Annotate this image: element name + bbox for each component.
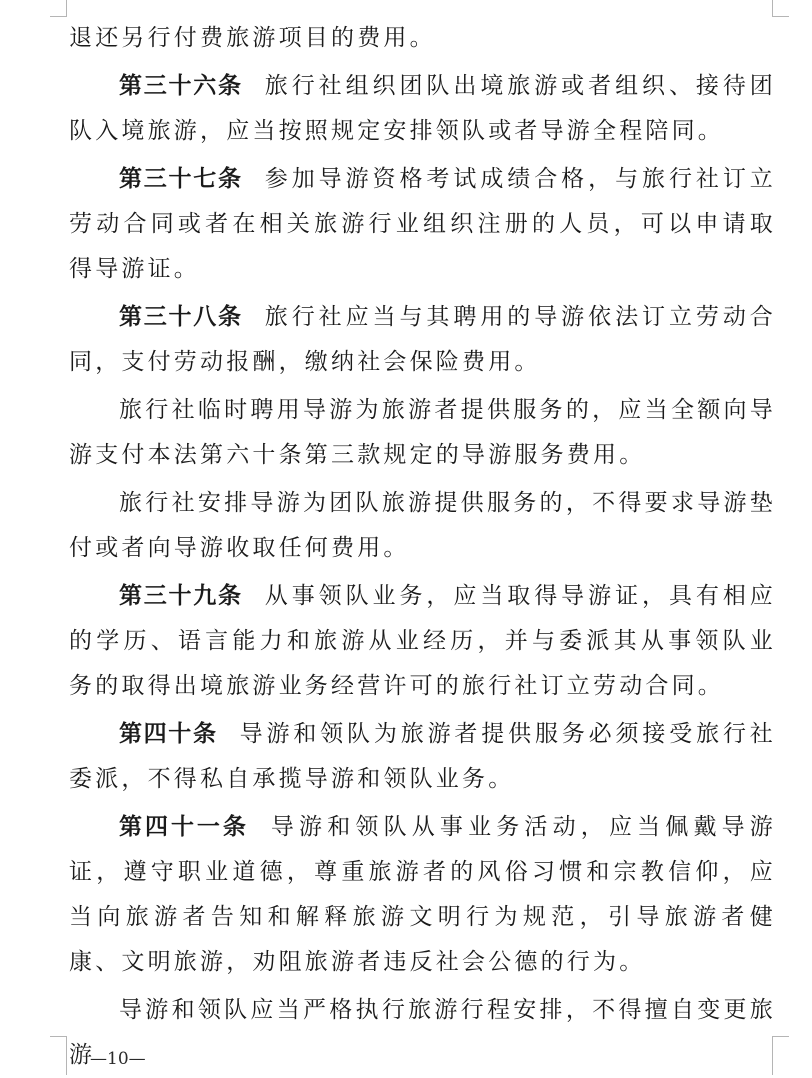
paragraph-text: 旅行社临时聘用导游为旅游者提供服务的，应当全额向导游支付本法第六十条第三款规定的导游服务费用。 bbox=[69, 397, 776, 468]
article-text: 参加导游资格考试成绩合格，与旅行社订立劳动合同或者在相关旅游行业组织注册的人员，可以申请取得导游证。 bbox=[69, 166, 777, 282]
paragraph-text: 导游和领队应当严格执行旅游行程安排，不得擅自变更旅游 bbox=[69, 997, 776, 1068]
crop-mark-top-right bbox=[772, 0, 789, 17]
article-title: 第三十八条 bbox=[119, 304, 243, 330]
crop-mark-top-left bbox=[50, 0, 67, 17]
article-title: 第三十七条 bbox=[119, 166, 243, 192]
article-37 bbox=[69, 157, 776, 292]
article-title: 第三十六条 bbox=[119, 73, 243, 99]
article-text: 从事领队业务，应当取得导游证，具有相应的学历、语言能力和旅游从业经历，并与委派其从事领队业务的取得出境旅游业务经营许可的旅行社订立劳动合同。 bbox=[69, 583, 777, 699]
paragraph bbox=[69, 388, 776, 478]
article-title: 第三十九条 bbox=[119, 583, 243, 609]
article-title: 第四十一条 bbox=[119, 814, 249, 840]
article-text: 导游和领队从事业务活动，应当佩戴导游证，遵守职业道德，尊重旅游者的风俗习惯和宗教信仰，应当向旅游者告知和解释旅游文明行为规范，引导旅游者健康、文明旅游，劝阻旅游者违反社会公德的行为。 bbox=[69, 814, 777, 975]
article-text: 旅行社组织团队出境旅游或者组织、接待团队入境旅游，应当按照规定安排领队或者导游全程陪同。 bbox=[69, 73, 777, 144]
article-text: 导游和领队为旅游者提供服务必须接受旅行社委派，不得私自承揽导游和领队业务。 bbox=[69, 721, 777, 792]
paragraph bbox=[69, 988, 776, 1078]
article-38 bbox=[69, 295, 776, 385]
paragraph bbox=[69, 16, 776, 61]
document-page bbox=[69, 16, 776, 1078]
crop-mark-bottom-left bbox=[50, 1036, 67, 1075]
article-text: 旅行社应当与其聘用的导游依法订立劳动合同，支付劳动报酬，缴纳社会保险费用。 bbox=[69, 304, 777, 375]
paragraph bbox=[69, 481, 776, 571]
page-number: —10— bbox=[90, 1049, 146, 1069]
article-title: 第四十条 bbox=[119, 721, 218, 747]
paragraph-text: 退还另行付费旅游项目的费用。 bbox=[69, 25, 436, 51]
article-41 bbox=[69, 805, 776, 985]
article-36 bbox=[69, 64, 776, 154]
article-40 bbox=[69, 712, 776, 802]
paragraph-text: 旅行社安排导游为团队旅游提供服务的，不得要求导游垫付或者向导游收取任何费用。 bbox=[69, 490, 776, 561]
article-39 bbox=[69, 574, 776, 709]
